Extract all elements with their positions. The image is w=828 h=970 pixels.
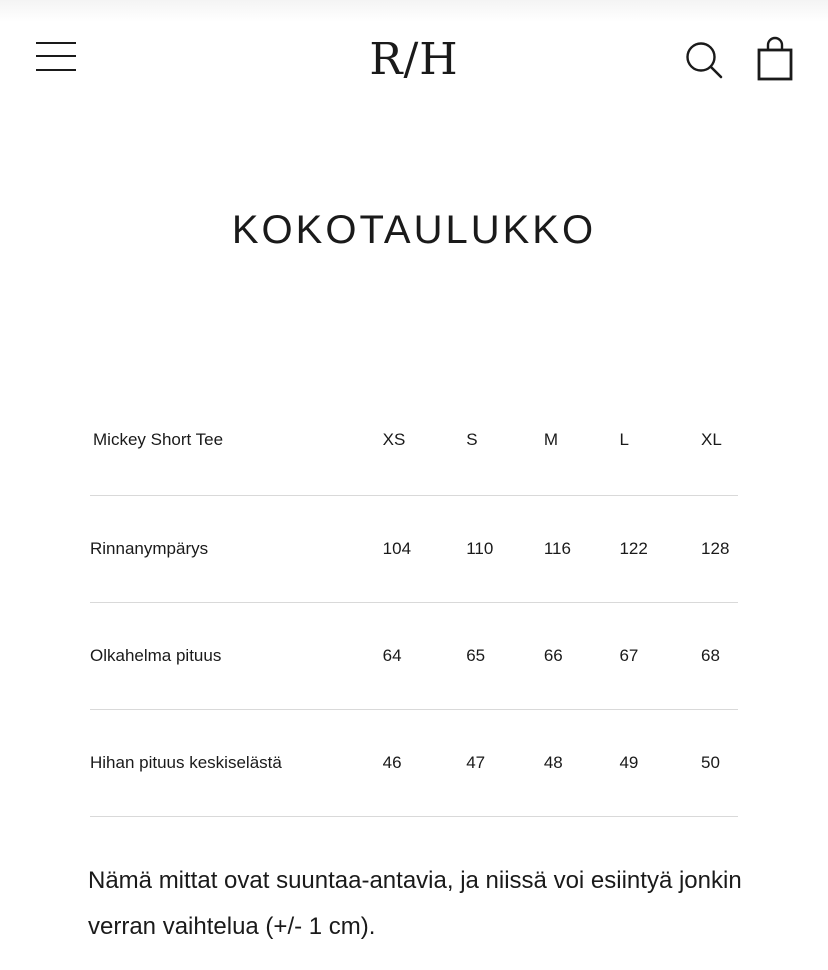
page-title: KOKOTAULUKKO (231, 208, 597, 252)
size-chart-table (90, 385, 738, 817)
product-name: Mickey Short Tee (90, 385, 383, 496)
measurement-value: 64 (383, 603, 467, 710)
measurement-value: 67 (619, 603, 701, 710)
search-icon (684, 40, 724, 80)
search-button[interactable] (684, 40, 724, 80)
size-header: S (466, 385, 544, 496)
table-row (90, 603, 738, 710)
measurement-value: 128 (701, 496, 738, 603)
shopping-bag-icon (756, 36, 794, 82)
measurement-label: Hihan pituus keskiselästä (90, 710, 383, 817)
measurement-value: 122 (619, 496, 701, 603)
measurement-value: 46 (383, 710, 467, 817)
measurement-value: 47 (466, 710, 544, 817)
table-row (90, 496, 738, 603)
measurement-value: 110 (466, 496, 544, 603)
measurement-value: 66 (544, 603, 620, 710)
size-header: XS (383, 385, 467, 496)
measurement-value: 48 (544, 710, 620, 817)
size-header: L (619, 385, 701, 496)
measurement-value: 116 (544, 496, 620, 603)
measurement-label: Olkahelma pituus (90, 603, 383, 710)
brand-logo[interactable]: R/H (369, 34, 459, 85)
size-header: XL (701, 385, 738, 496)
top-bar (0, 0, 828, 112)
measurement-value: 68 (701, 603, 738, 710)
table-header-row (90, 385, 738, 496)
measurement-value: 50 (701, 710, 738, 817)
size-header: M (544, 385, 620, 496)
measurement-label: Rinnanympärys (90, 496, 383, 603)
table-row (90, 710, 738, 817)
measurement-value: 65 (466, 603, 544, 710)
measurement-value: 49 (619, 710, 701, 817)
measurement-value: 104 (383, 496, 467, 603)
cart-button[interactable] (756, 36, 794, 82)
measurement-note: Nämä mittat ovat suuntaa-antavia, ja niissä voi esiintyä jonkin verran vaihtelua (+/- 1 cm). (88, 867, 742, 940)
